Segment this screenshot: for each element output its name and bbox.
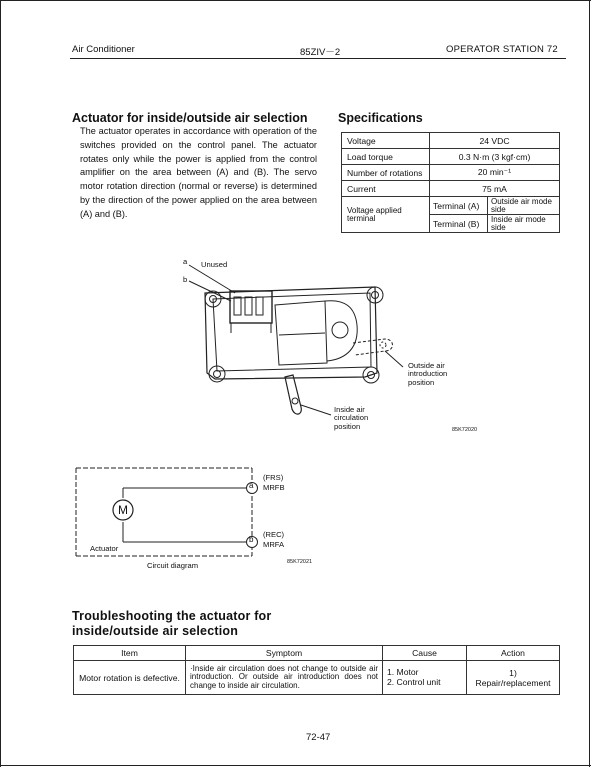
terminal-b-value: Inside air mode side xyxy=(488,215,560,233)
spec-row xyxy=(342,197,560,215)
spec-label: Current xyxy=(342,181,430,197)
troubleshooting-title: Troubleshooting the actuator for inside/outside air selection xyxy=(72,609,272,638)
troubleshooting-table xyxy=(73,645,560,695)
spec-value: 20 min⁻¹ xyxy=(430,165,560,181)
actuator-label: Actuator xyxy=(90,544,119,553)
page-border-right xyxy=(589,0,590,767)
page-border-top xyxy=(0,0,591,1)
outside-air-position-label: Outside air introduction position xyxy=(408,361,448,387)
column-header: Action xyxy=(467,646,560,661)
header-left-title: Air Conditioner xyxy=(72,44,135,55)
header-section: OPERATOR STATION 72 xyxy=(446,44,558,55)
symptom-cell: ·Inside air circulation does not change to outside air introduction. Or outside air introduction does not change to inside air circulation. xyxy=(186,661,383,695)
frs-label: (FRS) xyxy=(263,473,284,482)
spec-value: 0.3 N·m (3 kgf·cm) xyxy=(430,149,560,165)
table-row xyxy=(74,661,560,695)
inside-air-position-label: Inside air circulation position xyxy=(334,405,369,431)
cause-item: 2. Control unit xyxy=(387,676,441,687)
column-header: Symptom xyxy=(186,646,383,661)
spec-row xyxy=(342,181,560,197)
header-model: 85ZIV－2 xyxy=(300,47,341,58)
column-header: Cause xyxy=(383,646,467,661)
spec-value: 75 mA xyxy=(430,181,560,197)
unused-label: Unused xyxy=(201,260,228,269)
spec-label: Voltage xyxy=(342,133,430,149)
terminal-b-marker: b xyxy=(249,535,254,544)
actuator-drawing xyxy=(175,255,478,435)
circuit-diagram-caption: Circuit diagram xyxy=(147,561,199,570)
terminal-b-label: Terminal (B) xyxy=(430,215,488,233)
spec-label: Load torque xyxy=(342,149,430,165)
mrfb-label: MRFB xyxy=(263,483,285,492)
rec-label: (REC) xyxy=(263,530,285,539)
spec-value: 24 VDC xyxy=(430,133,560,149)
actuator-section-title: Actuator for inside/outside air selection xyxy=(72,111,308,125)
terminal-a-value: Outside air mode side xyxy=(488,197,560,215)
action-cell: 1) Repair/replacement xyxy=(467,661,560,695)
table-header-row xyxy=(74,646,560,661)
mrfa-label: MRFA xyxy=(263,540,285,549)
specifications-table xyxy=(341,132,560,233)
actuator-description: The actuator operates in accordance with operation of the switches provided on the control panel. The actuator rotates only while the power is applied from the control amplifier on the area between (A) and (B). The servo motor rotation direction (normal or reverse) is determined by the direction of the power applied on the area between (A) and (B). xyxy=(80,126,317,219)
spec-label: Voltage applied terminal xyxy=(342,197,430,233)
specifications-title: Specifications xyxy=(338,111,423,125)
figure1-code: 85K72020 xyxy=(452,427,478,433)
page-border-bottom xyxy=(0,765,591,766)
cause-cell xyxy=(383,661,467,695)
header-rule xyxy=(70,58,566,59)
spec-label: Number of rotations xyxy=(342,165,430,181)
label-a: a xyxy=(183,257,188,266)
figure2-code: 85K72021 xyxy=(287,559,313,565)
page-number: 72-47 xyxy=(306,732,331,743)
item-cell: Motor rotation is defective. xyxy=(74,661,186,695)
page-border-left xyxy=(0,0,1,767)
cause-item: 1. Motor xyxy=(387,667,419,677)
spec-row xyxy=(342,149,560,165)
terminal-a-label: Terminal (A) xyxy=(430,197,488,215)
motor-symbol: M xyxy=(118,503,128,517)
terminal-a-marker: a xyxy=(249,481,254,490)
spec-row xyxy=(342,133,560,149)
spec-row xyxy=(342,165,560,181)
column-header: Item xyxy=(74,646,186,661)
label-b: b xyxy=(183,275,188,284)
